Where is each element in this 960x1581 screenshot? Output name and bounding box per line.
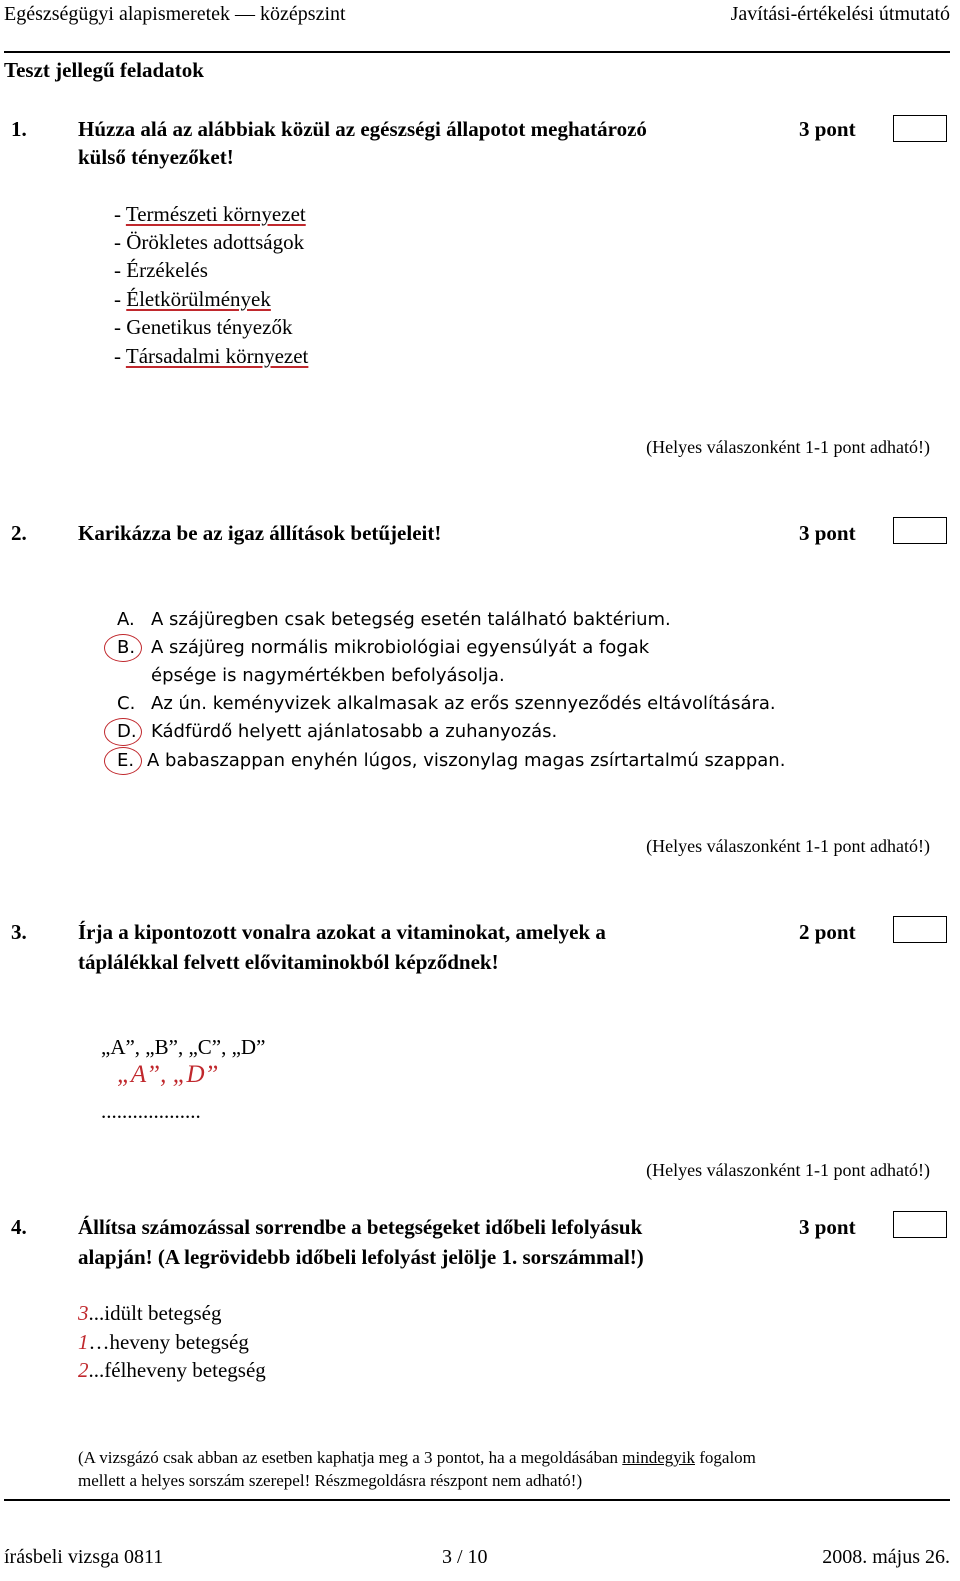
q2-scoring-note: (Helyes válaszonként 1-1 pont adható!) [646, 836, 930, 856]
q2-option-letter: E. [117, 750, 135, 771]
q2-text: Karikázza be az igaz állítások betűjeleit! [78, 521, 442, 545]
q2-option-letter: A. [117, 609, 135, 630]
q4-points: 3 pont [799, 1215, 856, 1239]
q4-score-box[interactable] [893, 1211, 947, 1238]
q1-item-text: Természeti környezet [125, 202, 306, 226]
q1-score-box[interactable] [893, 115, 947, 142]
q2-option-letter: B. [117, 637, 136, 658]
q1-item-text: Társadalmi környezet [125, 344, 309, 368]
q4-item-number: 2 [78, 1358, 89, 1382]
q4-text-line2: alapján! (A legrövidebb időbeli lefolyást jelölje 1. sorszámmal!) [78, 1245, 644, 1269]
q4-number: 4. [11, 1215, 27, 1239]
q4-item-text: ...idült betegség [88, 1301, 222, 1325]
q4-item [78, 1301, 221, 1326]
q2-option-letter: D. [117, 721, 137, 742]
q4-item-text: …heveny betegség [88, 1330, 249, 1354]
q4-item [78, 1330, 249, 1355]
q2-option-text: épsége is nagymértékben befolyásolja. [151, 665, 505, 686]
q4-text-line1: Állítsa számozással sorrendbe a betegségeket időbeli lefolyásuk [78, 1215, 643, 1239]
q1-item-text: Életkörülmények [126, 287, 271, 311]
q4-item-number: 1 [78, 1330, 89, 1354]
q1-scoring-note: (Helyes válaszonként 1-1 pont adható!) [646, 437, 930, 457]
q1-text-line2: külső tényezőket! [78, 145, 234, 169]
q1-points: 3 pont [799, 117, 856, 141]
q2-option-text: A babaszappan enyhén lúgos, viszonylag magas zsírtartalmú szappan. [147, 750, 786, 771]
q1-item-text: Érzékelés [126, 258, 208, 282]
q1-item-text: Örökletes adottságok [126, 230, 305, 254]
footer-rule [4, 1499, 950, 1501]
q4-item [78, 1358, 266, 1383]
q3-handwritten-answer: „A”, „D” [117, 1061, 219, 1088]
q2-option-text: A szájüreg normális mikrobiológiai egyensúlyát a fogak [151, 637, 650, 658]
q3-text-line2: táplálékkal felvett elővitaminokból képződnek! [78, 950, 499, 974]
q1-text-line1: Húzza alá az alábbiak közül az egészségi állapotot meghatározó [78, 117, 647, 141]
q4-scoring-note-line1: (A vizsgázó csak abban az esetben kaphatja meg a 3 pontot, ha a megoldásában mindegyik fogalom [78, 1448, 756, 1467]
q1-item: - Genetikus tényezők [114, 315, 293, 339]
q4-note-emphasis: mindegyik [622, 1448, 695, 1467]
q3-number: 3. [11, 920, 27, 944]
q3-points: 2 pont [799, 920, 856, 944]
q2-points: 3 pont [799, 521, 856, 545]
page-number: 3 / 10 [442, 1546, 488, 1568]
q3-answer-line: ................... [101, 1099, 201, 1123]
q1-item: - Életkörülmények [114, 287, 271, 311]
section-title: Teszt jellegű feladatok [4, 58, 204, 82]
q2-option-text: Kádfürdő helyett ajánlatosabb a zuhanyozás. [151, 721, 558, 742]
q3-printed-answer: „A”, „B”, „C”, „D” [101, 1035, 266, 1059]
q2-number: 2. [11, 521, 27, 545]
q1-item: - Örökletes adottságok [114, 230, 305, 254]
header-left: Egészségügyi alapismeretek — középszint [4, 3, 346, 25]
q2-option-letter: C. [117, 693, 136, 714]
footer-date: 2008. május 26. [822, 1546, 950, 1568]
header-right: Javítási-értékelési útmutató [730, 3, 950, 25]
q3-scoring-note: (Helyes válaszonként 1-1 pont adható!) [646, 1160, 930, 1180]
q1-item: - Érzékelés [114, 258, 208, 282]
q2-score-box[interactable] [893, 517, 947, 544]
footer-left: írásbeli vizsga 0811 [4, 1546, 164, 1568]
q3-text-line1: Írja a kipontozott vonalra azokat a vitaminokat, amelyek a [78, 920, 606, 944]
q3-score-box[interactable] [893, 916, 947, 943]
q1-number: 1. [11, 117, 27, 141]
q2-option-text: Az ún. keményvizek alkalmasak az erős szennyeződés eltávolítására. [151, 693, 776, 714]
q4-item-text: ...félheveny betegség [88, 1358, 266, 1382]
header-rule [4, 51, 950, 53]
q2-option-text: A szájüregben csak betegség esetén található baktérium. [151, 609, 671, 630]
q1-item: - Társadalmi környezet [114, 344, 309, 368]
q4-item-number: 3 [78, 1301, 89, 1325]
q1-item-text: Genetikus tényezők [126, 315, 293, 339]
q4-scoring-note-line2: mellett a helyes sorszám szerepel! Részmegoldásra részpont nem adható!) [78, 1471, 583, 1490]
q1-item: - Természeti környezet [114, 202, 306, 226]
